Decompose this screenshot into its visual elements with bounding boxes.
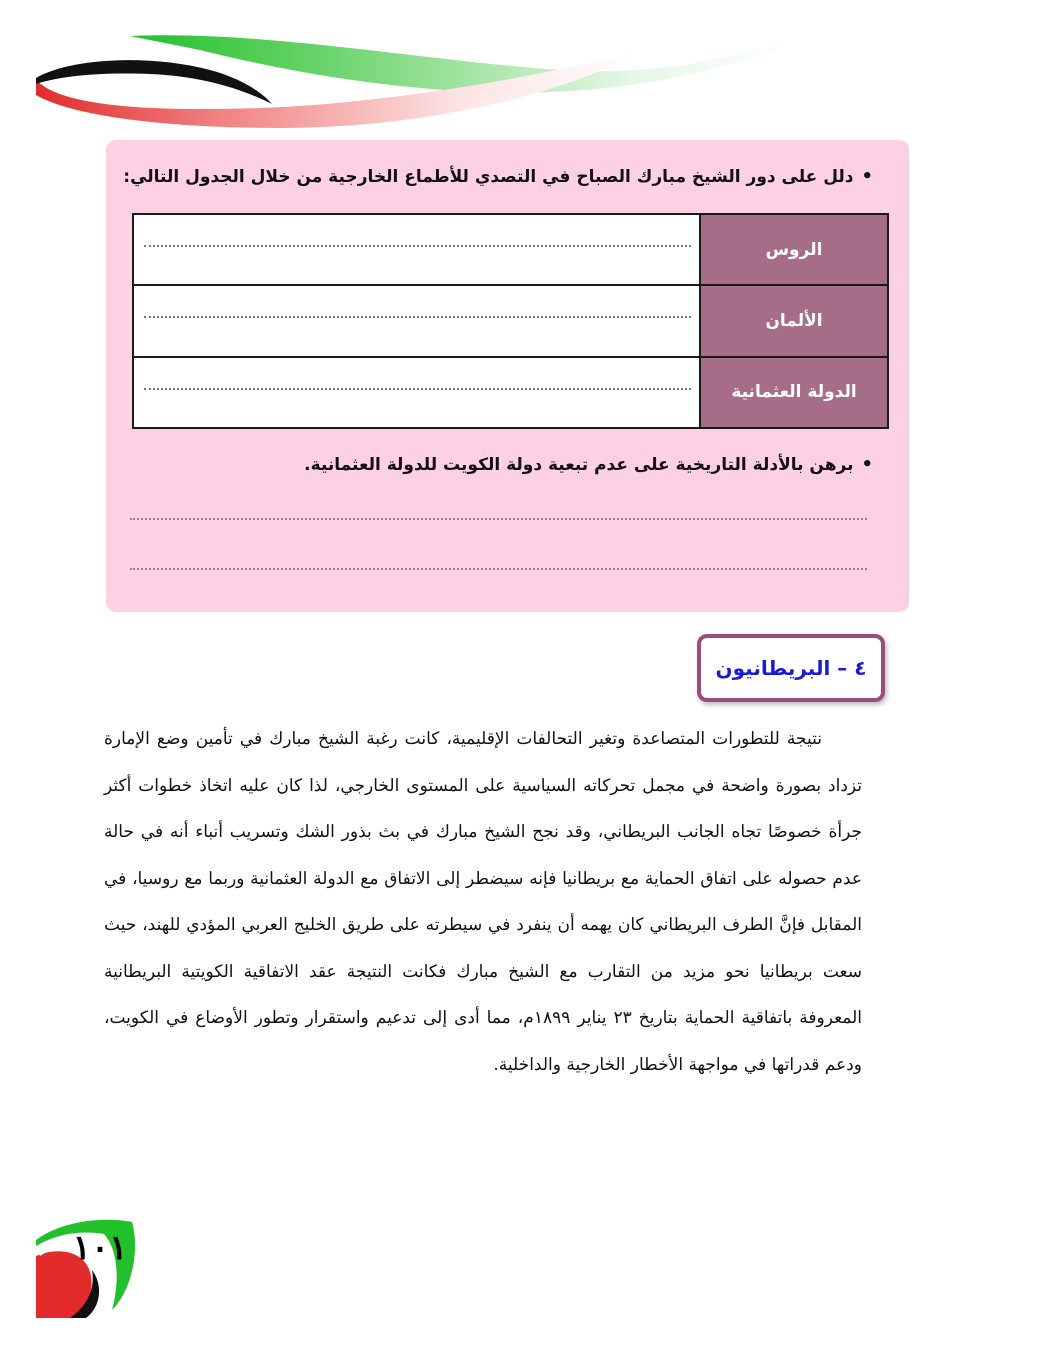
question-2 <box>304 454 873 475</box>
page-number: ١٠١ <box>72 1228 128 1268</box>
dotted-line <box>144 245 691 247</box>
row-label: الألمان <box>700 285 888 356</box>
corner-flag-decoration <box>0 1200 160 1346</box>
answer-line[interactable] <box>130 518 867 520</box>
answer-table <box>132 213 889 429</box>
dotted-line <box>144 388 691 390</box>
answer-blank[interactable] <box>133 285 700 356</box>
activity-box <box>106 140 909 612</box>
table-row <box>133 285 888 356</box>
question-1 <box>123 166 873 187</box>
question-1-text: دلل على دور الشيخ مبارك الصباح في التصدي للأطماع الخارجية من خلال الجدول التالي: <box>123 167 854 187</box>
table-row <box>133 357 888 428</box>
table-row <box>133 214 888 285</box>
bullet-icon: • <box>861 166 873 187</box>
answer-blank[interactable] <box>133 357 700 428</box>
dotted-line <box>144 316 691 318</box>
bullet-icon: • <box>861 454 873 475</box>
row-label: الروس <box>700 214 888 285</box>
answer-blank[interactable] <box>133 214 700 285</box>
question-2-text: برهن بالأدلة التاريخية على عدم تبعية دولة الكويت للدولة العثمانية. <box>304 455 854 475</box>
answer-line[interactable] <box>130 568 867 570</box>
flag-ribbon-decoration <box>0 0 1062 140</box>
section-title: ٤ – البريطانيون <box>697 634 885 702</box>
row-label: الدولة العثمانية <box>700 357 888 428</box>
body-paragraph: نتيجة للتطورات المتصاعدة وتغير التحالفات الإقليمية، كانت رغبة الشيخ مبارك في تأمين وضع الإمارة تزداد بصورة واضحة في مجمل تحركاته السياسية على المستوى الخارجي، لذا كان عليه اتخاذ خطوات أكثر جرأة خصوصًا تجاه الجانب البريطاني، وقد نجح الشيخ مبارك في بث بذور الشك وتسريب أنباء أنه في حالة عدم حصوله على اتفاق الحماية مع بريطانيا فإنه سيضطر إلى الاتفاق مع الدولة العثمانية وربما مع روسيا، في المقابل فإنَّ الطرف البريطاني كان يهمه أن ينفرد في سيطرته على طريق الخليج العربي المؤدي للهند، حيث سعت بريطانيا نحو مزيد من التقارب مع الشيخ مبارك فكانت النتيجة عقد الاتفاقية الكويتية البريطانية المعروفة باتفاقية الحماية بتاريخ ٢٣ يناير ١٨٩٩م، مما أدى إلى تدعيم واستقرار وتطور الأوضاع في الكويت، ودعم قدراتها في مواجهة الأخطار الخارجية والداخلية. <box>104 729 863 1075</box>
